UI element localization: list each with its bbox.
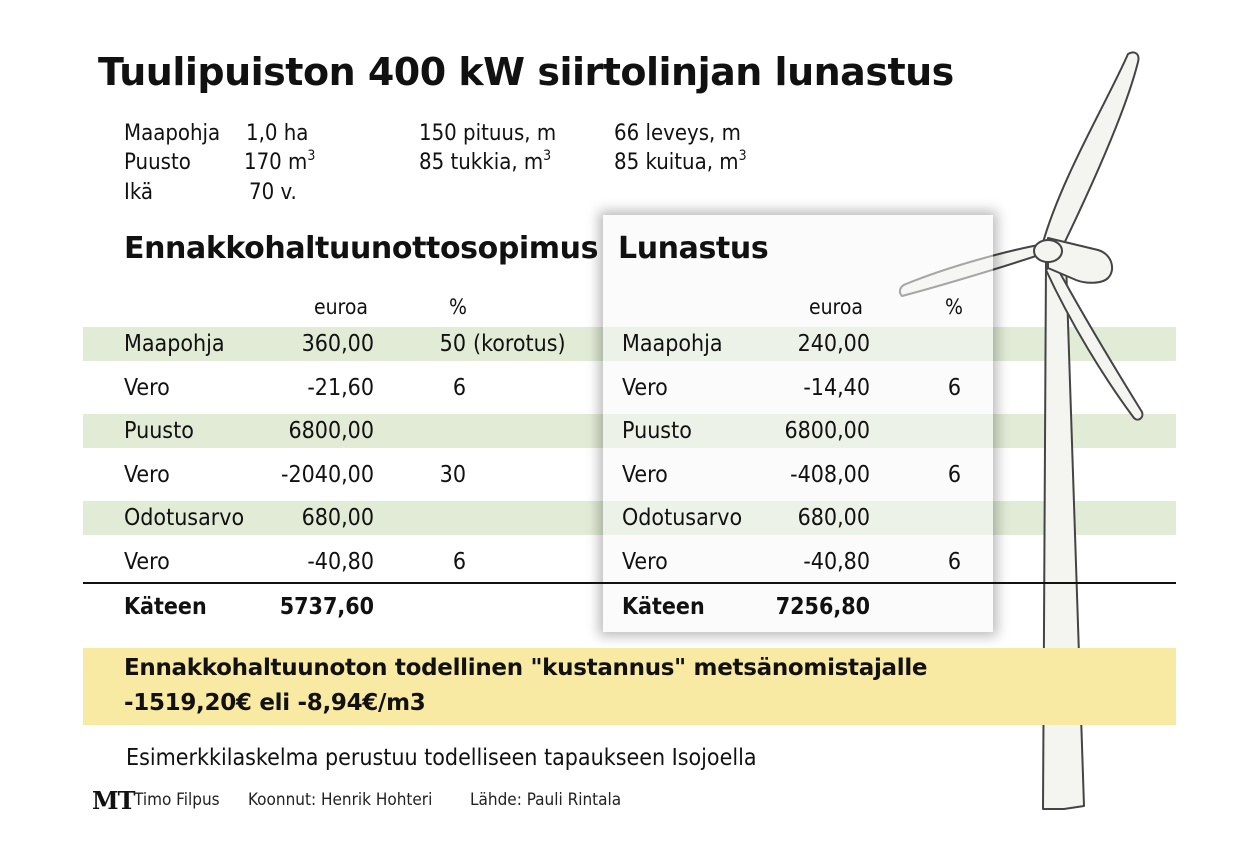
- info-puusto-value: 170 $m^3$: [244, 148, 316, 175]
- left-row-label: Vero: [124, 462, 170, 488]
- left-row-euro: 360,00: [301, 331, 374, 357]
- info-tukkia: 85 tukkia, $m^3$: [419, 148, 552, 175]
- right-row-euro: -14,40: [803, 375, 870, 401]
- footer-source: Lähde: Pauli Rintala: [470, 790, 622, 810]
- left-heading: Ennakkohaltuunottosopimus: [124, 231, 599, 266]
- mt-logo: MT: [92, 786, 135, 815]
- turbine-tower: [1043, 262, 1084, 809]
- left-row-pct: 6: [452, 375, 466, 401]
- right-row-euro: 240,00: [797, 331, 870, 357]
- left-row-label: Odotusarvo: [124, 505, 245, 531]
- example-note: Esimerkkilaskelma perustuu todelliseen tapaukseen Isojoella: [126, 745, 757, 771]
- left-col-pct: %: [449, 295, 467, 319]
- total-separator: [83, 582, 1176, 584]
- right-col-pct: %: [945, 295, 963, 319]
- left-row-euro: -21,60: [307, 375, 374, 401]
- left-row-note: (korotus): [473, 331, 566, 357]
- right-row-label: Vero: [622, 375, 668, 401]
- left-row-pct: 50: [439, 331, 466, 357]
- left-row-label: Puusto: [124, 418, 194, 444]
- info-ika-label: Ikä: [124, 180, 154, 205]
- page-title: Tuulipuiston 400 kW siirtolinjan lunastus: [98, 50, 954, 94]
- right-heading: Lunastus: [618, 231, 769, 266]
- right-total-value: 7256,80: [775, 594, 870, 620]
- right-col-euro: euroa: [808, 295, 863, 319]
- left-row-euro: 680,00: [301, 505, 374, 531]
- turbine-hub: [1034, 240, 1062, 262]
- footer-compiled: Koonnut: Henrik Hohteri: [248, 790, 433, 810]
- right-row-euro: -408,00: [790, 462, 870, 488]
- left-total-label: Käteen: [124, 594, 207, 620]
- info-maapohja-value: 1,0 ha: [246, 121, 309, 146]
- left-row-pct: 30: [439, 462, 466, 488]
- right-row-pct: 6: [947, 462, 961, 488]
- left-row-label: Vero: [124, 375, 170, 401]
- info-maapohja-label: Maapohja: [124, 121, 221, 146]
- left-row-label: Maapohja: [124, 331, 225, 357]
- right-row-euro: 6800,00: [784, 418, 870, 444]
- info-kuitua: 85 kuitua, $m^3$: [614, 148, 747, 175]
- right-row-euro: 680,00: [797, 505, 870, 531]
- info-ika-value: 70 v.: [249, 180, 297, 205]
- right-row-label: Puusto: [622, 418, 692, 444]
- summary-line-2: -1519,20€ eli -8,94€/m3: [124, 690, 426, 716]
- right-row-euro: -40,80: [803, 549, 870, 575]
- left-row-euro: -2040,00: [280, 462, 374, 488]
- info-leveys: 66 leveys, m: [614, 121, 741, 146]
- footer-author: Timo Filpus: [134, 790, 220, 810]
- left-row-euro: -40,80: [307, 549, 374, 575]
- right-row-label: Vero: [622, 549, 668, 575]
- left-total-value: 5737,60: [279, 594, 374, 620]
- right-row-pct: 6: [947, 549, 961, 575]
- info-pituus: 150 pituus, m: [419, 121, 557, 146]
- left-row-label: Vero: [124, 549, 170, 575]
- right-row-label: Vero: [622, 462, 668, 488]
- left-col-euro: euroa: [313, 295, 368, 319]
- summary-line-1: Ennakkohaltuunoton todellinen "kustannus" metsänomistajalle: [124, 655, 928, 681]
- right-row-label: Odotusarvo: [622, 505, 743, 531]
- info-puusto-label: Puusto: [124, 150, 191, 175]
- right-row-label: Maapohja: [622, 331, 723, 357]
- left-row-euro: 6800,00: [288, 418, 374, 444]
- right-total-label: Käteen: [622, 594, 705, 620]
- left-row-pct: 6: [452, 549, 466, 575]
- turbine-blade-up: [1042, 52, 1138, 252]
- right-row-pct: 6: [947, 375, 961, 401]
